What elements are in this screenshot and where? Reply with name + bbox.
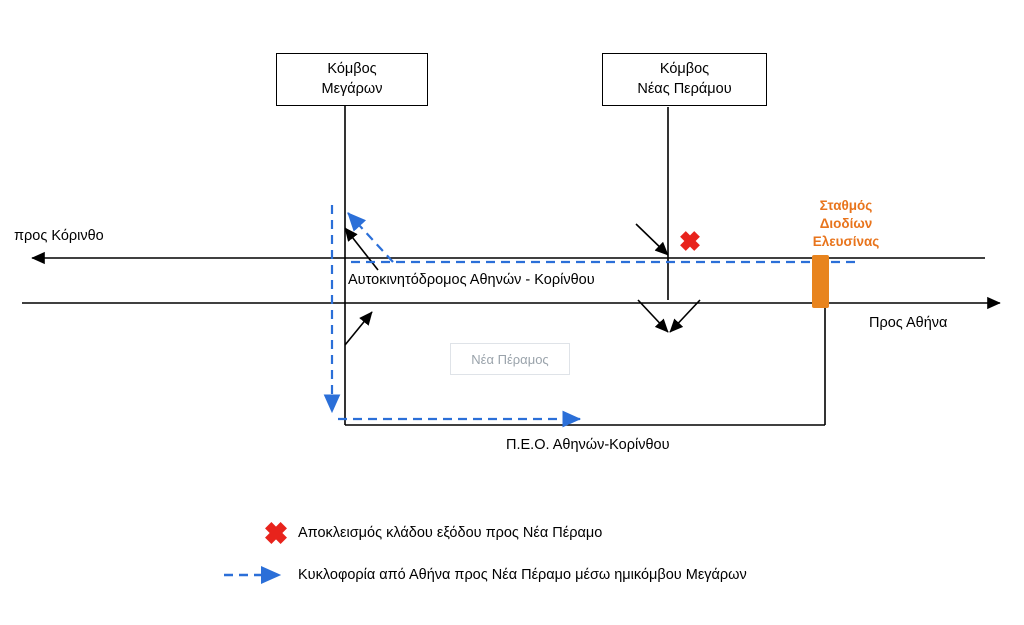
legend-red-x-icon <box>260 517 291 548</box>
label-motorway: Αυτοκινητόδρομος Αθηνών - Κορίνθου <box>348 272 595 288</box>
legend-item-2-label: Κυκλοφορία από Αθήνα προς Νέα Πέραμο μέσω ημικόμβου Μεγάρων <box>298 567 747 583</box>
node-nea-peramou-line2: Νέας Περάμου <box>637 80 732 97</box>
node-box-megara <box>276 53 428 106</box>
old-national-road-line <box>345 303 825 425</box>
node-nea-peramou-line1: Κόμβος <box>659 60 710 77</box>
toll-station-line2: Διοδίων <box>819 216 873 232</box>
node-box-nea-peramou <box>602 53 767 106</box>
detour-route-path <box>332 205 855 419</box>
toll-station-marker <box>812 255 829 308</box>
place-box-nea-peramos: Νέα Πέραμος <box>450 343 570 375</box>
red-x-icon <box>676 227 704 255</box>
label-old-national-road: Π.Ε.Ο. Αθηνών-Κορίνθου <box>506 437 670 453</box>
node-megara-line1: Κόμβος <box>327 60 377 77</box>
legend-item-1-label: Αποκλεισμός κλάδου εξόδου προς Νέα Πέραμο <box>298 525 603 541</box>
label-to-athina: Προς Αθήνα <box>869 315 948 331</box>
label-to-korinthos: προς Κόρινθο <box>14 228 104 244</box>
label-toll-station <box>791 197 901 252</box>
node-megara-line2: Μεγάρων <box>321 80 383 97</box>
toll-station-line1: Σταθμός <box>819 198 873 213</box>
toll-station-line3: Ελευσίνας <box>812 234 880 250</box>
